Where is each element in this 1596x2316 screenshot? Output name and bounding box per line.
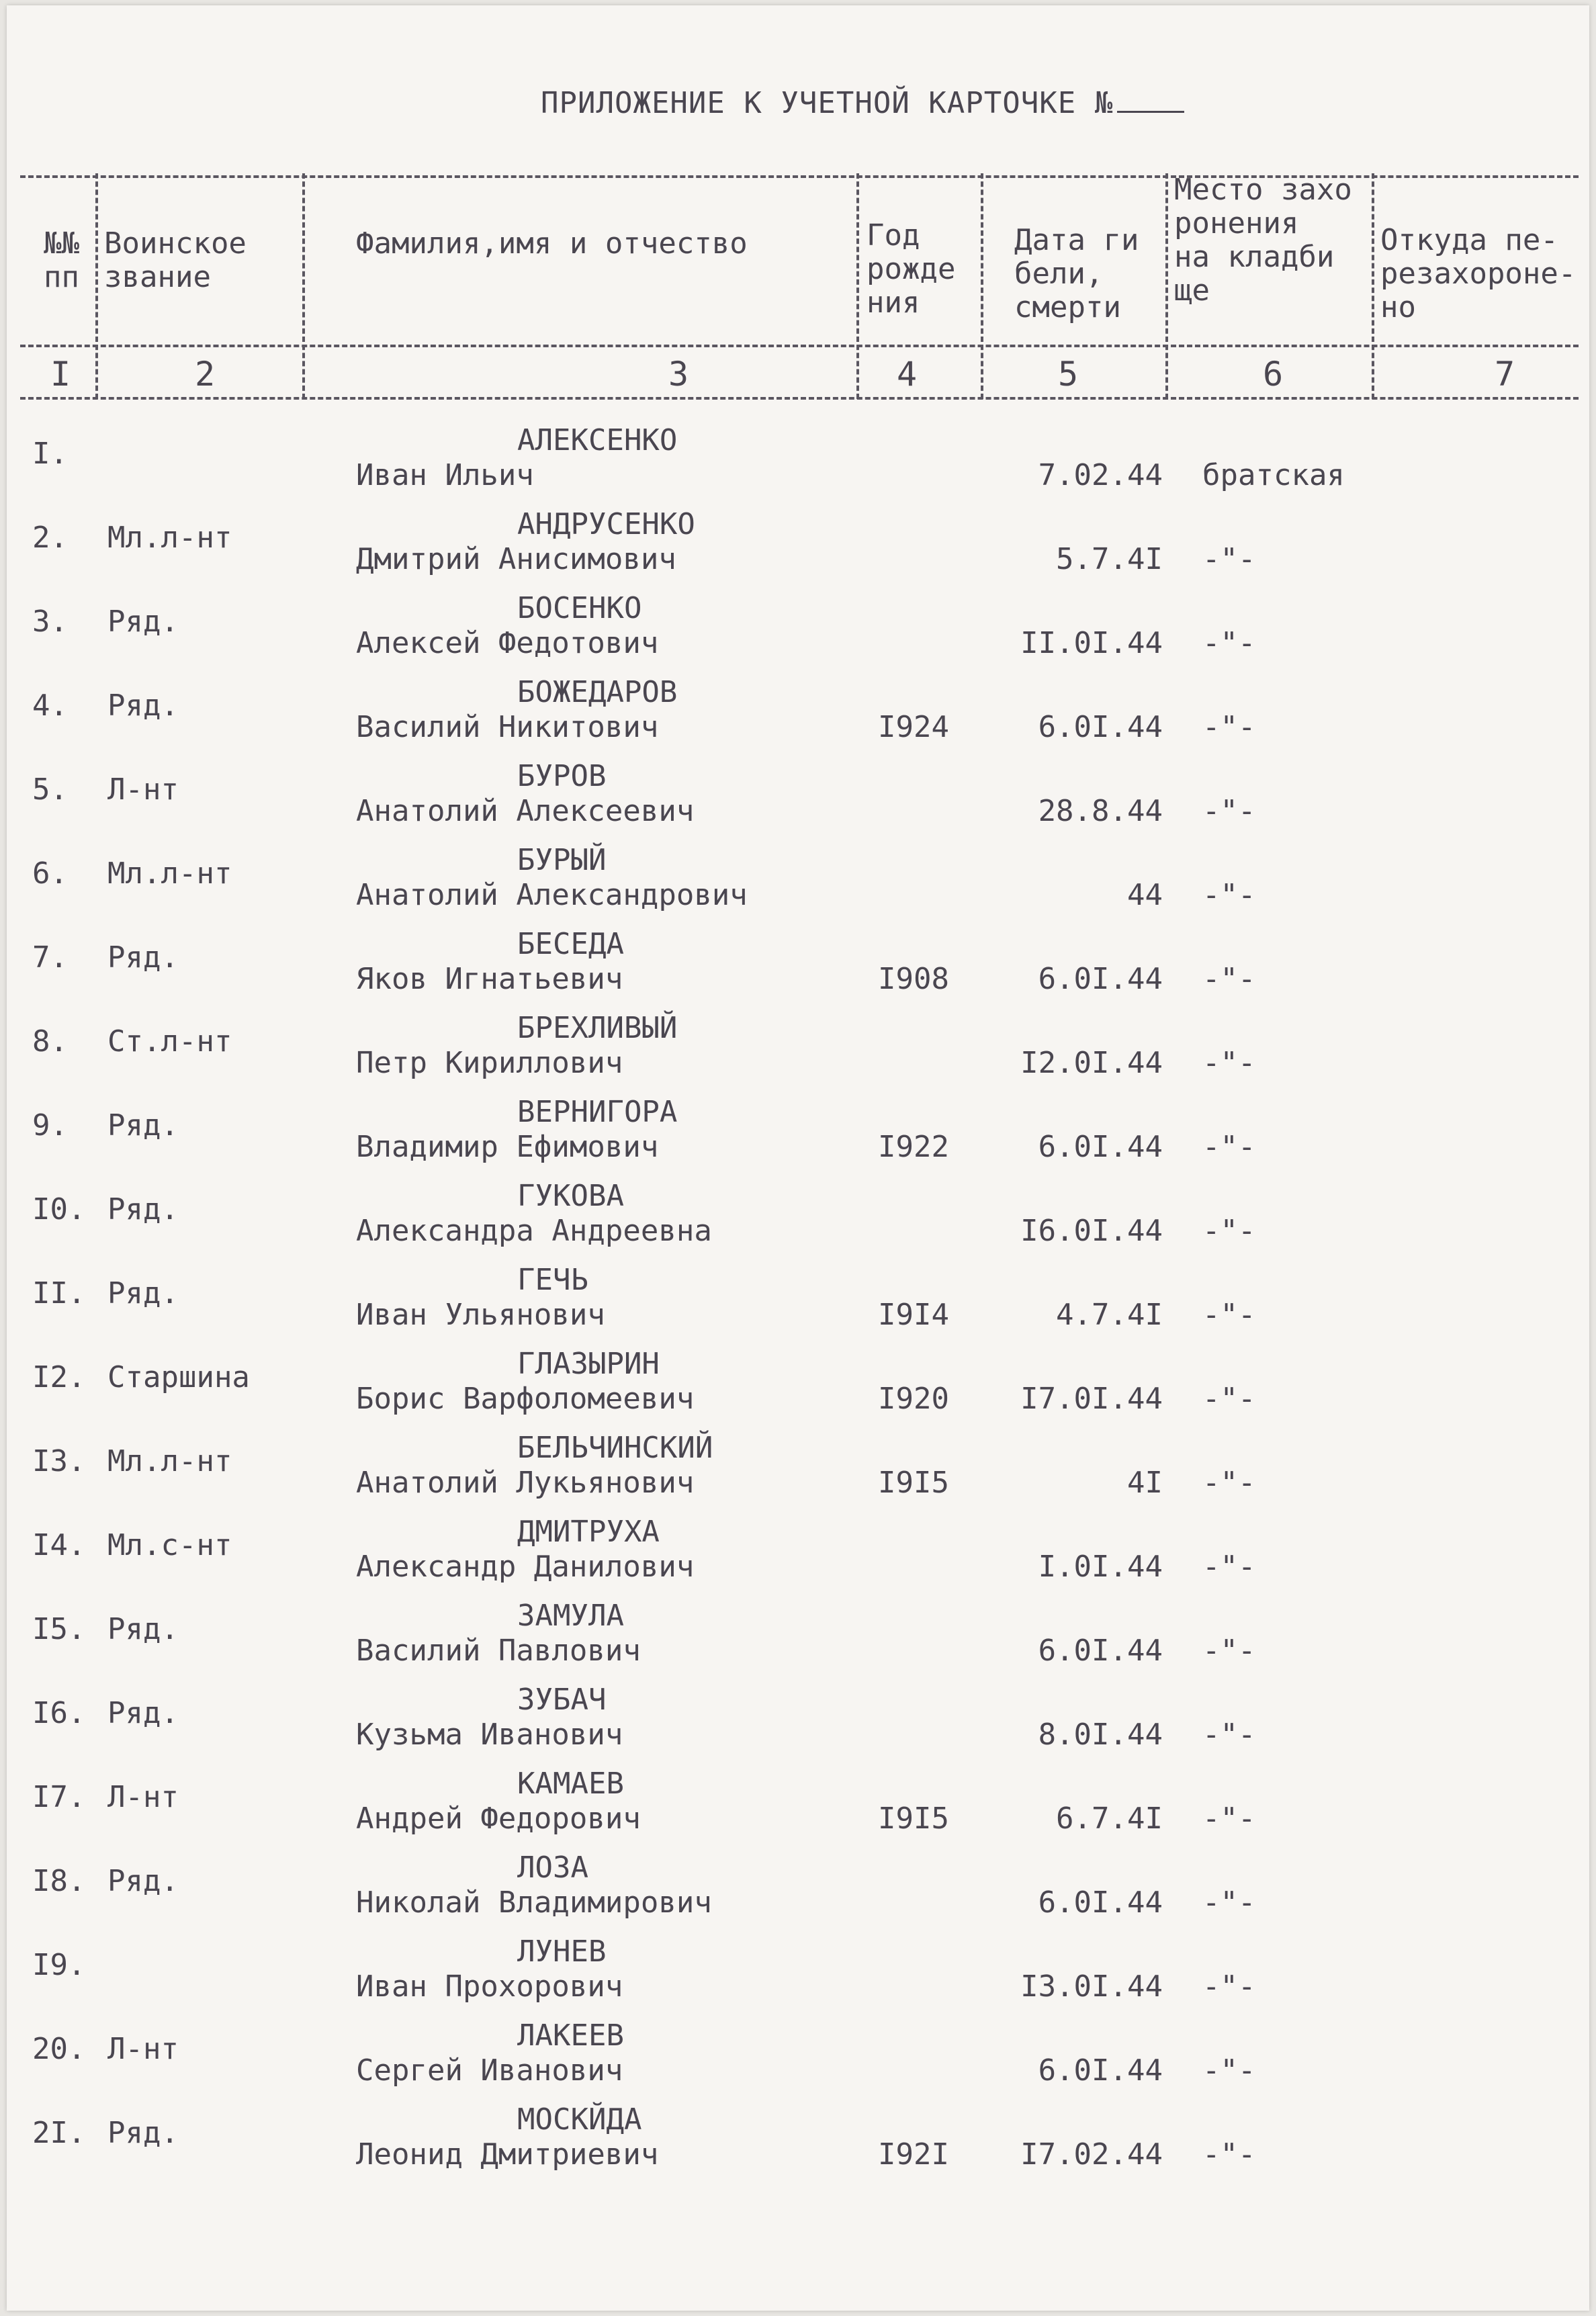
death-date: 5.7.4I <box>1056 542 1163 576</box>
death-date: 6.0I.44 <box>1038 1885 1163 1920</box>
death-date: 6.0I.44 <box>1038 962 1163 996</box>
given-name-patronymic: Александра Андреевна <box>356 1214 712 1248</box>
row-number: 8. <box>32 1024 68 1059</box>
column-number: 4 <box>897 355 918 394</box>
birth-year: I92I <box>878 2137 949 2172</box>
row-number: 4. <box>32 688 68 723</box>
birth-year: I922 <box>878 1130 949 1164</box>
military-rank: Л-нт <box>107 1780 179 1814</box>
military-rank: Ряд. <box>107 1192 179 1227</box>
surname: ГЛАЗЫРИН <box>517 1347 660 1381</box>
burial-place: -"- <box>1202 1801 1256 1836</box>
surname: БЕЛЬЧИНСКИЙ <box>517 1431 713 1465</box>
column-divider <box>981 173 983 399</box>
row-number: 20. <box>32 2032 86 2066</box>
surname: ЗАМУЛА <box>517 1599 624 1633</box>
document-sheet <box>7 5 1589 2311</box>
given-name-patronymic: Анатолий Лукьянович <box>356 1466 695 1500</box>
card-number-blank <box>1117 111 1184 113</box>
given-name-patronymic: Алексей Федотович <box>356 626 659 660</box>
surname: МОСКЙДА <box>517 2102 642 2137</box>
death-date: 6.0I.44 <box>1038 1130 1163 1164</box>
row-number: I0. <box>32 1192 86 1227</box>
military-rank: Мл.с-нт <box>107 1528 232 1562</box>
table-row <box>7 1263 1589 1347</box>
burial-place: -"- <box>1202 626 1256 660</box>
burial-place: -"- <box>1202 710 1256 744</box>
burial-place: -"- <box>1202 1969 1256 2004</box>
death-date: II.0I.44 <box>1020 626 1163 660</box>
surname: ЛУНЕВ <box>517 1934 607 1969</box>
military-rank: Мл.л-нт <box>107 1444 232 1478</box>
death-date: I7.0I.44 <box>1020 1382 1163 1416</box>
military-rank: Ряд. <box>107 1612 179 1646</box>
column-number: 7 <box>1495 355 1515 394</box>
death-date: 8.0I.44 <box>1038 1718 1163 1752</box>
row-number: I7. <box>32 1780 86 1814</box>
given-name-patronymic: Иван Прохорович <box>356 1969 623 2004</box>
birth-year: I920 <box>878 1382 949 1416</box>
death-date: 7.02.44 <box>1038 458 1163 492</box>
header-col-3: Фамилия,имя и отчество <box>356 226 748 261</box>
row-number: I. <box>32 437 68 471</box>
table-row <box>7 1934 1589 2018</box>
military-rank: Ряд. <box>107 1864 179 1898</box>
military-rank: Л-нт <box>107 772 179 807</box>
given-name-patronymic: Василий Никитович <box>356 710 659 744</box>
page-title <box>541 86 1184 120</box>
table-row <box>7 927 1589 1011</box>
burial-place: -"- <box>1202 1046 1256 1080</box>
given-name-patronymic: Владимир Ефимович <box>356 1130 659 1164</box>
surname: ЛОЗА <box>517 1851 588 1885</box>
surname: ЗУБАЧ <box>517 1683 607 1717</box>
birth-year: I9I5 <box>878 1466 949 1500</box>
table-row <box>7 843 1589 927</box>
table-row <box>7 591 1589 675</box>
table-row <box>7 1515 1589 1599</box>
row-number: I5. <box>32 1612 86 1646</box>
table-row <box>7 423 1589 507</box>
military-rank: Ряд. <box>107 605 179 639</box>
death-date: I2.0I.44 <box>1020 1046 1163 1080</box>
row-number: 5. <box>32 772 68 807</box>
surname: ДМИТРУХА <box>517 1515 660 1549</box>
burial-place: -"- <box>1202 542 1256 576</box>
row-number: 9. <box>32 1108 68 1143</box>
death-date: I3.0I.44 <box>1020 1969 1163 2004</box>
column-divider <box>1165 173 1168 399</box>
row-number: I4. <box>32 1528 86 1562</box>
given-name-patronymic: Яков Игнатьевич <box>356 962 623 996</box>
surname: АНДРУСЕНКО <box>517 507 695 541</box>
table-row <box>7 2102 1589 2186</box>
death-date: 4.7.4I <box>1056 1298 1163 1332</box>
given-name-patronymic: Кузьма Иванович <box>356 1718 623 1752</box>
header-col-4: Год рожде ния <box>867 218 956 320</box>
surname: БУРЫЙ <box>517 843 607 877</box>
burial-place: -"- <box>1202 1298 1256 1332</box>
surname: ГУКОВА <box>517 1179 624 1213</box>
table-row <box>7 1599 1589 1683</box>
death-date: I6.0I.44 <box>1020 1214 1163 1248</box>
burial-place: -"- <box>1202 1634 1256 1668</box>
given-name-patronymic: Петр Кириллович <box>356 1046 623 1080</box>
military-rank: Мл.л-нт <box>107 521 232 555</box>
table-row <box>7 507 1589 591</box>
row-number: 3. <box>32 605 68 639</box>
given-name-patronymic: Анатолий Александрович <box>356 878 748 912</box>
burial-place: -"- <box>1202 1466 1256 1500</box>
column-number: 5 <box>1058 355 1079 394</box>
given-name-patronymic: Леонид Дмитриевич <box>356 2137 659 2172</box>
table-row <box>7 1851 1589 1934</box>
column-divider <box>302 173 305 399</box>
table-row <box>7 1347 1589 1431</box>
column-divider <box>856 173 859 399</box>
military-rank: Ряд. <box>107 940 179 975</box>
death-date: I.0I.44 <box>1038 1550 1163 1584</box>
row-number: 6. <box>32 856 68 891</box>
header-bottom-rule <box>20 397 1579 400</box>
military-rank: Ст.л-нт <box>107 1024 232 1059</box>
given-name-patronymic: Иван Ильич <box>356 458 534 492</box>
table-row <box>7 1011 1589 1095</box>
header-col-6: Место захо ронения на кладби ще <box>1174 173 1352 308</box>
surname: ГЕЧЬ <box>517 1263 588 1297</box>
military-rank: Ряд. <box>107 688 179 723</box>
column-number: I <box>50 355 71 394</box>
surname: АЛЕКСЕНКО <box>517 423 678 457</box>
row-number: 2I. <box>32 2116 86 2150</box>
table-row <box>7 2018 1589 2102</box>
row-number: I9. <box>32 1948 86 1982</box>
birth-year: I908 <box>878 962 949 996</box>
surname: БЕСЕДА <box>517 927 624 961</box>
table-row <box>7 1431 1589 1515</box>
birth-year: I9I4 <box>878 1298 949 1332</box>
death-date: 6.0I.44 <box>1038 2053 1163 2088</box>
table-row <box>7 1683 1589 1767</box>
column-divider <box>1372 173 1374 399</box>
surname: БОСЕНКО <box>517 591 642 625</box>
header-mid-rule <box>20 345 1579 347</box>
given-name-patronymic: Сергей Иванович <box>356 2053 623 2088</box>
burial-place: -"- <box>1202 1885 1256 1920</box>
burial-place: -"- <box>1202 878 1256 912</box>
given-name-patronymic: Борис Варфоломеевич <box>356 1382 695 1416</box>
table-row <box>7 675 1589 759</box>
column-number: 6 <box>1263 355 1284 394</box>
given-name-patronymic: Василий Павлович <box>356 1634 641 1668</box>
death-date: 6.0I.44 <box>1038 710 1163 744</box>
header-col-5: Дата ги бели, смерти <box>1014 223 1139 324</box>
title-text: ПРИЛОЖЕНИЕ К УЧЕТНОЙ КАРТОЧКЕ № <box>541 86 1114 120</box>
header-col-2: Воинское звание <box>104 226 247 294</box>
given-name-patronymic: Андрей Федорович <box>356 1801 641 1836</box>
burial-place: -"- <box>1202 1214 1256 1248</box>
burial-place: -"- <box>1202 1550 1256 1584</box>
row-number: 7. <box>32 940 68 975</box>
burial-place: -"- <box>1202 794 1256 828</box>
military-rank: Ряд. <box>107 1276 179 1310</box>
table-row <box>7 1179 1589 1263</box>
military-rank: Мл.л-нт <box>107 856 232 891</box>
given-name-patronymic: Александр Данилович <box>356 1550 695 1584</box>
table-row <box>7 1095 1589 1179</box>
surname: ЛАКЕЕВ <box>517 2018 624 2053</box>
given-name-patronymic: Дмитрий Анисимович <box>356 542 676 576</box>
military-rank: Старшина <box>107 1360 250 1394</box>
column-number: 3 <box>668 355 689 394</box>
death-date: 28.8.44 <box>1038 794 1163 828</box>
burial-place: -"- <box>1202 1382 1256 1416</box>
surname: БУРОВ <box>517 759 607 793</box>
table-row <box>7 759 1589 843</box>
column-divider <box>95 173 98 399</box>
given-name-patronymic: Николай Владимирович <box>356 1885 712 1920</box>
burial-place: -"- <box>1202 2137 1256 2172</box>
table-row <box>7 1767 1589 1851</box>
burial-place: братская <box>1202 458 1345 492</box>
military-rank: Л-нт <box>107 2032 179 2066</box>
death-date: 4I <box>1127 1466 1163 1500</box>
burial-place: -"- <box>1202 1130 1256 1164</box>
row-number: I3. <box>32 1444 86 1478</box>
burial-place: -"- <box>1202 2053 1256 2088</box>
row-number: II. <box>32 1276 86 1310</box>
surname: БРЕХЛИВЫЙ <box>517 1011 678 1045</box>
birth-year: I924 <box>878 710 949 744</box>
header-col-7: Откуда пе- резахороне- но <box>1380 223 1577 324</box>
death-date: 44 <box>1127 878 1163 912</box>
row-number: 2. <box>32 521 68 555</box>
burial-place: -"- <box>1202 1718 1256 1752</box>
burial-place: -"- <box>1202 962 1256 996</box>
given-name-patronymic: Иван Ульянович <box>356 1298 605 1332</box>
birth-year: I9I5 <box>878 1801 949 1836</box>
row-number: I2. <box>32 1360 86 1394</box>
surname: КАМАЕВ <box>517 1767 624 1801</box>
surname: БОЖЕДАРОВ <box>517 675 678 709</box>
military-rank: Ряд. <box>107 2116 179 2150</box>
death-date: 6.7.4I <box>1056 1801 1163 1836</box>
death-date: 6.0I.44 <box>1038 1634 1163 1668</box>
column-number: 2 <box>195 355 216 394</box>
military-rank: Ряд. <box>107 1108 179 1143</box>
given-name-patronymic: Анатолий Алексеевич <box>356 794 695 828</box>
military-rank: Ряд. <box>107 1696 179 1730</box>
row-number: I8. <box>32 1864 86 1898</box>
death-date: I7.02.44 <box>1020 2137 1163 2172</box>
surname: ВЕРНИГОРА <box>517 1095 678 1129</box>
row-number: I6. <box>32 1696 86 1730</box>
header-col-1: №№ пп <box>44 226 79 294</box>
